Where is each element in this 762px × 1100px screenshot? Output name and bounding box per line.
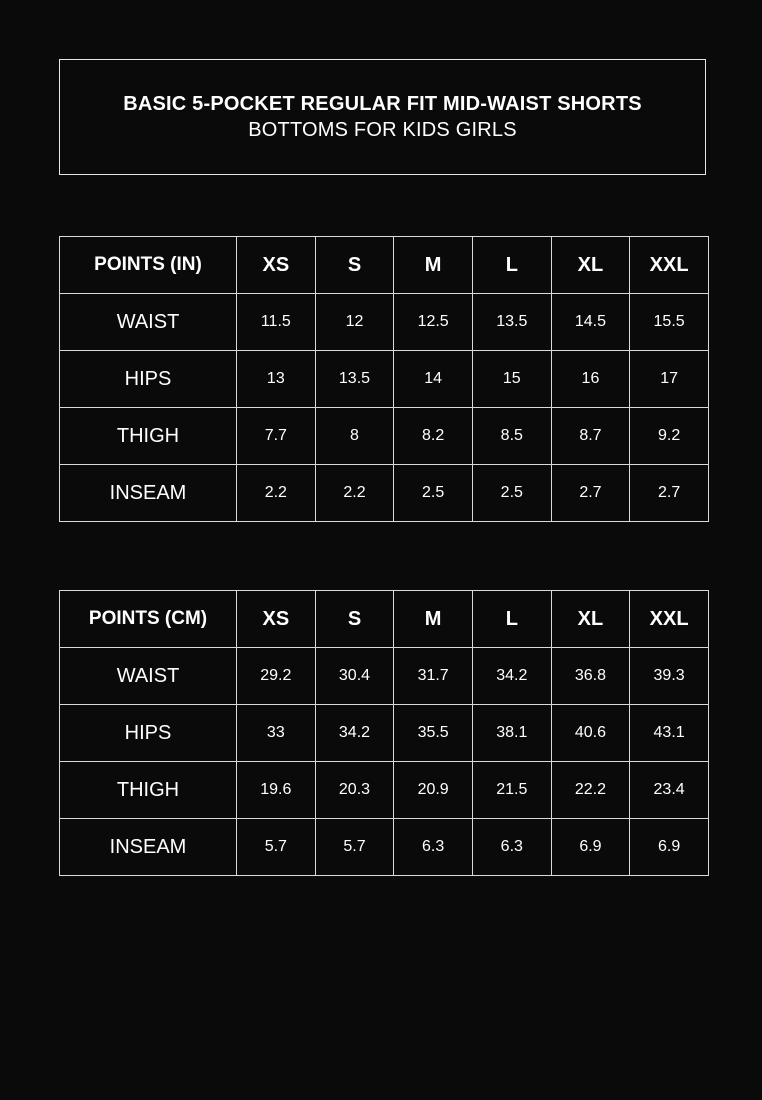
table-cell: 21.5	[472, 762, 551, 819]
table-cell: 13.5	[315, 351, 394, 408]
row-label-waist: WAIST	[60, 648, 237, 705]
table-row	[60, 465, 709, 522]
table-cell: 33	[237, 705, 316, 762]
row-label-thigh: THIGH	[60, 762, 237, 819]
size-table-inches	[59, 236, 709, 522]
table-row	[60, 294, 709, 351]
table-cell: 15.5	[630, 294, 709, 351]
table-cell: 15	[472, 351, 551, 408]
row-label-waist: WAIST	[60, 294, 237, 351]
table-row	[60, 819, 709, 876]
title-box	[59, 59, 706, 175]
size-header-xl: XL	[551, 237, 630, 294]
table-row	[60, 705, 709, 762]
table-cell: 17	[630, 351, 709, 408]
table-cell: 30.4	[315, 648, 394, 705]
row-label-hips: HIPS	[60, 351, 237, 408]
table-cell: 40.6	[551, 705, 630, 762]
table-cell: 13	[237, 351, 316, 408]
table-cell: 19.6	[237, 762, 316, 819]
table-cell: 39.3	[630, 648, 709, 705]
table-cell: 29.2	[237, 648, 316, 705]
table-cell: 2.5	[472, 465, 551, 522]
size-header-l: L	[472, 591, 551, 648]
size-header-xl: XL	[551, 591, 630, 648]
page-title: BASIC 5-POCKET REGULAR FIT MID-WAIST SHORTS	[123, 93, 642, 115]
table-cell: 5.7	[315, 819, 394, 876]
table-row	[60, 408, 709, 465]
table-cell: 38.1	[472, 705, 551, 762]
size-header-xs: XS	[237, 237, 316, 294]
table-cell: 8.7	[551, 408, 630, 465]
size-header-m: M	[394, 237, 473, 294]
table-cell: 12.5	[394, 294, 473, 351]
table-cell: 13.5	[472, 294, 551, 351]
size-header-m: M	[394, 591, 473, 648]
table-cell: 8.2	[394, 408, 473, 465]
table-header-row	[60, 591, 709, 648]
size-header-s: S	[315, 237, 394, 294]
table-cell: 8	[315, 408, 394, 465]
table-cell: 6.9	[551, 819, 630, 876]
table-cell: 31.7	[394, 648, 473, 705]
table-cell: 14.5	[551, 294, 630, 351]
table-cell: 11.5	[237, 294, 316, 351]
table-cell: 23.4	[630, 762, 709, 819]
table-cell: 6.3	[394, 819, 473, 876]
row-label-hips: HIPS	[60, 705, 237, 762]
table-cell: 14	[394, 351, 473, 408]
table-row	[60, 351, 709, 408]
size-table-cm	[59, 590, 709, 876]
table-cell: 34.2	[315, 705, 394, 762]
table-cell: 34.2	[472, 648, 551, 705]
table-cell: 20.9	[394, 762, 473, 819]
points-header: POINTS (IN)	[60, 237, 237, 294]
table-cell: 43.1	[630, 705, 709, 762]
size-header-s: S	[315, 591, 394, 648]
table-cell: 6.9	[630, 819, 709, 876]
table-cell: 2.5	[394, 465, 473, 522]
table-cell: 6.3	[472, 819, 551, 876]
table-cell: 22.2	[551, 762, 630, 819]
size-header-xxl: XXL	[630, 237, 709, 294]
table-cell: 5.7	[237, 819, 316, 876]
table-cell: 2.2	[237, 465, 316, 522]
page-subtitle: BOTTOMS FOR KIDS GIRLS	[248, 119, 517, 141]
size-header-l: L	[472, 237, 551, 294]
table-cell: 20.3	[315, 762, 394, 819]
points-header: POINTS (CM)	[60, 591, 237, 648]
table-cell: 2.7	[551, 465, 630, 522]
row-label-inseam: INSEAM	[60, 465, 237, 522]
table-cell: 2.7	[630, 465, 709, 522]
size-header-xxl: XXL	[630, 591, 709, 648]
table-row	[60, 648, 709, 705]
table-cell: 8.5	[472, 408, 551, 465]
row-label-thigh: THIGH	[60, 408, 237, 465]
table-row	[60, 762, 709, 819]
table-cell: 2.2	[315, 465, 394, 522]
table-cell: 36.8	[551, 648, 630, 705]
table-cell: 16	[551, 351, 630, 408]
row-label-inseam: INSEAM	[60, 819, 237, 876]
table-header-row	[60, 237, 709, 294]
table-cell: 35.5	[394, 705, 473, 762]
table-cell: 12	[315, 294, 394, 351]
size-header-xs: XS	[237, 591, 316, 648]
table-cell: 9.2	[630, 408, 709, 465]
table-cell: 7.7	[237, 408, 316, 465]
